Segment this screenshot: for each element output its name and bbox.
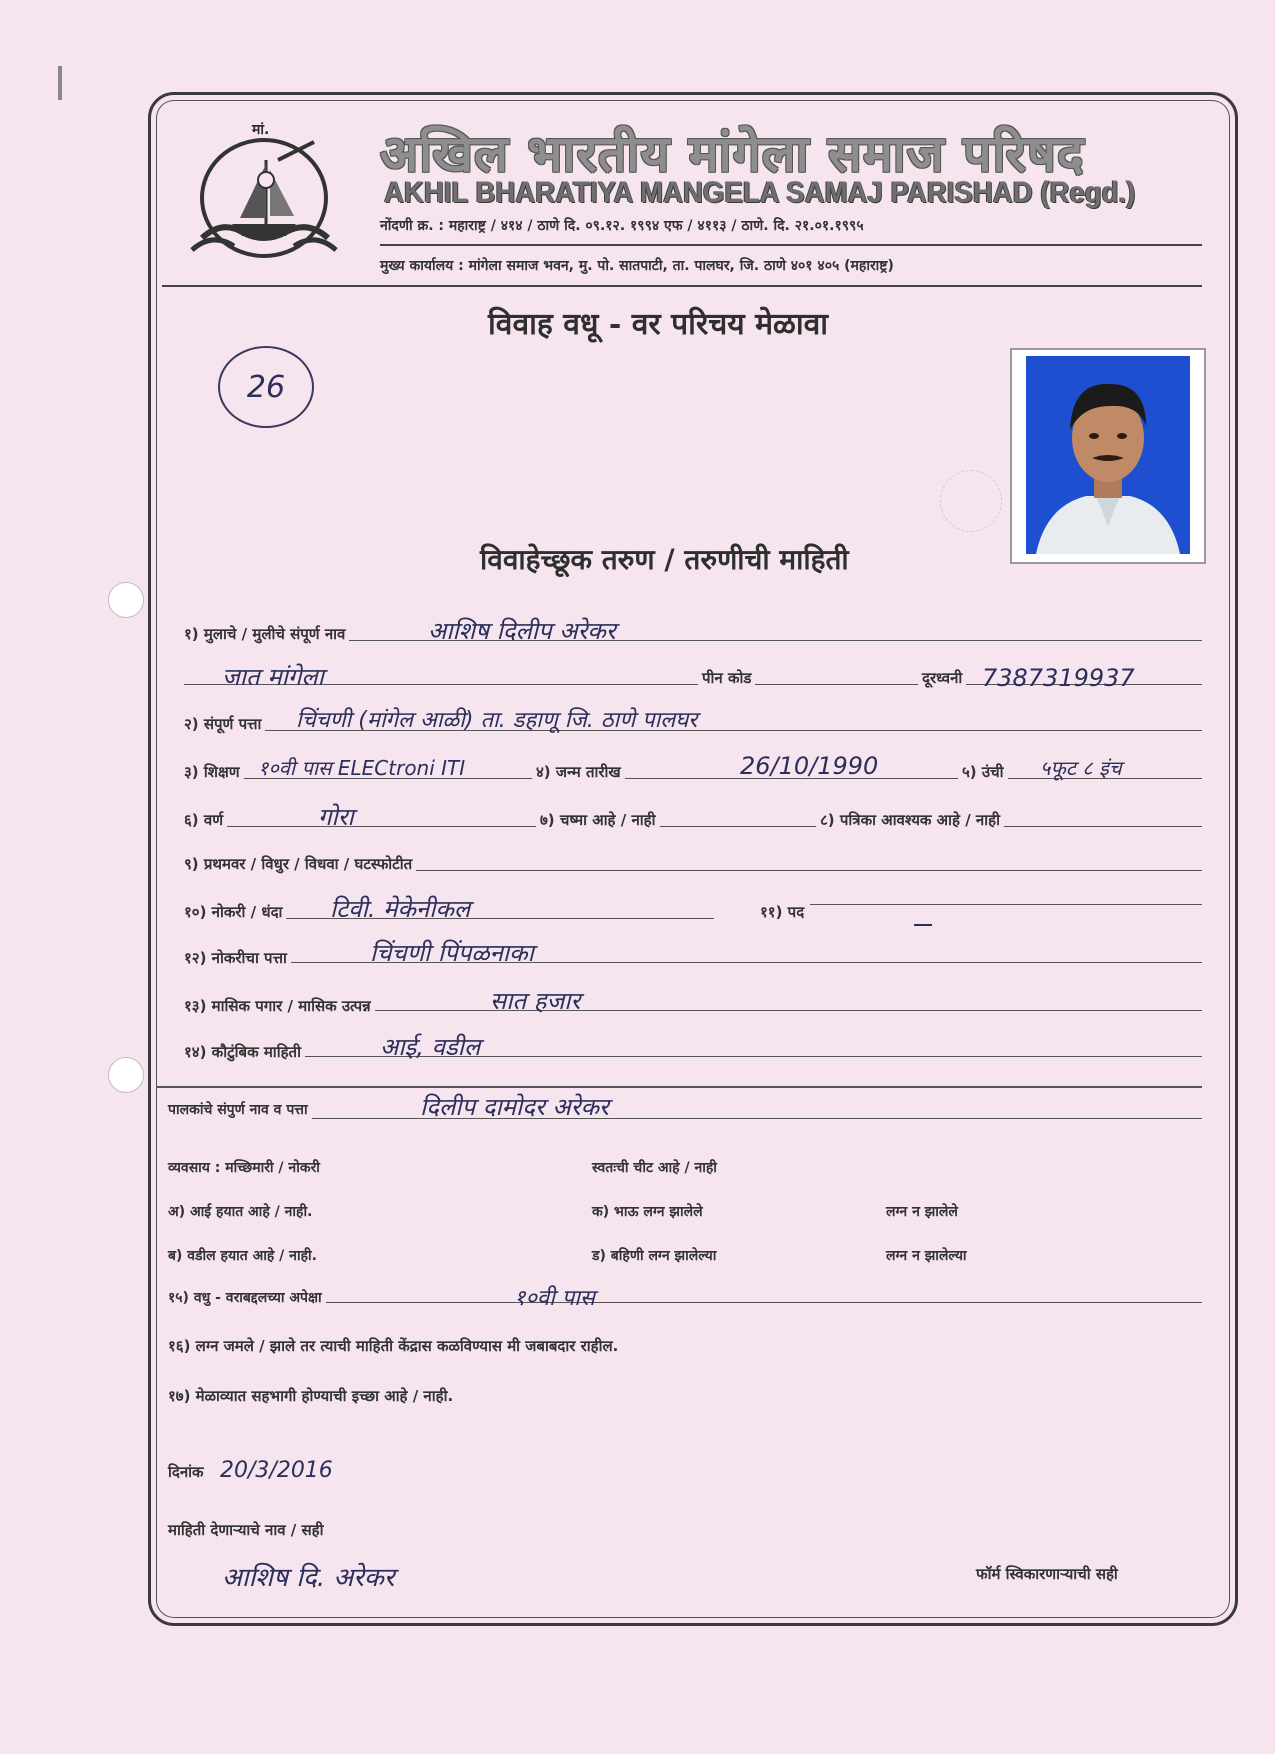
logo-text: मां. (252, 122, 270, 138)
label-family-info: १४) कौटुंबिक माहिती (184, 1042, 305, 1062)
org-title-english: AKHIL BHARATIYA MANGELA SAMAJ PARISHAD (Regd.) (384, 176, 1136, 209)
label-education: ३) शिक्षण (184, 762, 244, 782)
label-spectacles: ७) चष्मा आहे / नाही (536, 810, 660, 830)
informant-signature[interactable]: आशिष दि. अरेकर (222, 1563, 395, 1593)
section-divider (156, 1086, 1202, 1088)
value-phone[interactable]: 7387319937 (982, 664, 1135, 692)
value-address[interactable]: चिंचणी (मांगेल आळी) ता. डहाणू जि. ठाणे पालघर (296, 708, 698, 733)
label-declaration: १६) लग्न जमले / झाले तर त्याची माहिती केंद्रास कळविण्यास मी जबाबदार राहील. (168, 1336, 622, 1356)
section-title: विवाहेच्छूक तरुण / तरुणीची माहिती (480, 543, 849, 576)
logo (182, 120, 346, 276)
value-date[interactable]: 20/3/2016 (220, 1458, 333, 1483)
label-brothers-married: क) भाऊ लग्न झालेले (592, 1202, 707, 1221)
value-birthdate[interactable]: 26/10/1990 (740, 752, 879, 780)
label-receiver-signature: फॉर्म स्विकारणाऱ्याची सही (976, 1564, 1122, 1584)
value-caste[interactable]: जात मांगेला (222, 663, 324, 691)
value-expectations[interactable]: १०वी पास (514, 1286, 595, 1311)
label-height: ५) उंची (958, 762, 1008, 782)
label-own-house: स्वतःची चीट आहे / नाही (592, 1158, 721, 1177)
label-income: १३) मासिक पगार / मासिक उत्पन्न (184, 996, 375, 1016)
line-f1 (200, 640, 1202, 641)
label-occupation: व्यवसाय : मच्छिमारी / नोकरी (168, 1158, 324, 1177)
applicant-photo (1010, 348, 1206, 564)
value-education[interactable]: १०वी पास ELECtroni ITI (258, 756, 466, 780)
person-portrait-icon (1026, 356, 1190, 554)
label-mother-alive: अ) आई हयात आहे / नाही. (168, 1202, 316, 1221)
line-family (184, 1056, 1202, 1057)
label-participation: १७) मेळाव्यात सहभागी होण्याची इच्छा आहे / नाही. (168, 1386, 457, 1406)
org-title-marathi: अखिल भारतीय मांगेला समाज परिषद (380, 124, 1085, 183)
value-income[interactable]: सात हजार (490, 987, 581, 1015)
value-job[interactable]: टिवी. मेकेनीकल (330, 895, 471, 923)
ship-emblem-icon (182, 120, 346, 276)
label-expectations: १५) वधु - वराबद्दलच्या अपेक्षा (168, 1288, 326, 1307)
label-job: १०) नोकरी / धंदा (184, 902, 286, 922)
value-parent[interactable]: दिलीप दामोदर अरेकर (420, 1093, 609, 1121)
label-sisters-married: ड) बहिणी लग्न झालेल्या (592, 1246, 720, 1265)
post-dash (914, 924, 932, 926)
punch-hole-bottom (108, 1057, 144, 1093)
label-full-name: १) मुलाचे / मुलीचे संपूर्ण नाव (184, 624, 349, 644)
value-height[interactable]: ५फूट ८ इंच (1040, 756, 1122, 780)
label-brothers-unmarried: लग्न न झालेले (886, 1202, 962, 1221)
value-job-address[interactable]: चिंचणी पिंपळनाका (370, 939, 534, 967)
label-sisters-unmarried: लग्न न झालेल्या (886, 1246, 971, 1265)
value-family-info[interactable]: आई, वडील (380, 1033, 481, 1061)
label-parent: पालकांचे संपुर्ण नाव व पत्ता (168, 1100, 312, 1119)
value-complexion[interactable]: गोरा (318, 803, 354, 831)
label-address: २) संपूर्ण पत्ता (184, 714, 265, 734)
header-rule-top (380, 244, 1202, 246)
punch-hole-top (108, 582, 144, 618)
line-job-address (184, 962, 1202, 963)
label-phone: दूरध्वनी (918, 668, 966, 688)
label-complexion: ६) वर्ण (184, 810, 227, 830)
label-pincode: पीन कोड (698, 668, 755, 688)
label-informant: माहिती देणाऱ्याचे नाव / सही (168, 1520, 328, 1540)
label-marital-status: ९) प्रथमवर / विधुर / विधवा / घटस्फोटीत (184, 854, 416, 874)
label-date: दिनांक (168, 1462, 208, 1482)
line-post (810, 904, 1202, 905)
event-title: विवाह वधू - वर परिचय मेळावा (488, 307, 829, 342)
value-full-name[interactable]: आशिष दिलीप अरेकर (428, 617, 616, 645)
circled-number-value: 26 (246, 369, 286, 405)
office-address: मुख्य कार्यालय : मांगेला समाज भवन, मु. पो. सातपाटी, ता. पालघर, जि. ठाणे ४०१ ४०५ (महाराष्ट्र) (380, 258, 894, 274)
label-job-address: १२) नोकरीचा पत्ता (184, 948, 291, 968)
label-horoscope: ८) पत्रिका आवश्यक आहे / नाही (816, 810, 1004, 830)
label-father-alive: ब) वडील हयात आहे / नाही. (168, 1246, 321, 1265)
left-binding-mark (58, 66, 62, 100)
line-parent (168, 1118, 1202, 1119)
label-birthdate: ४) जन्म तारीख (532, 762, 625, 782)
registration-line: नोंदणी क्र. : महाराष्ट्र / ४१४ / ठाणे दि. ०९.१२. १९९४ एफ / ४११३ / ठाणे. दि. २१.०१.१९९५ (380, 218, 864, 234)
faint-stamp-mark (940, 470, 1002, 532)
header-rule-bottom (162, 285, 1202, 287)
circled-number (218, 346, 314, 428)
label-post: ११) पद (760, 902, 808, 922)
